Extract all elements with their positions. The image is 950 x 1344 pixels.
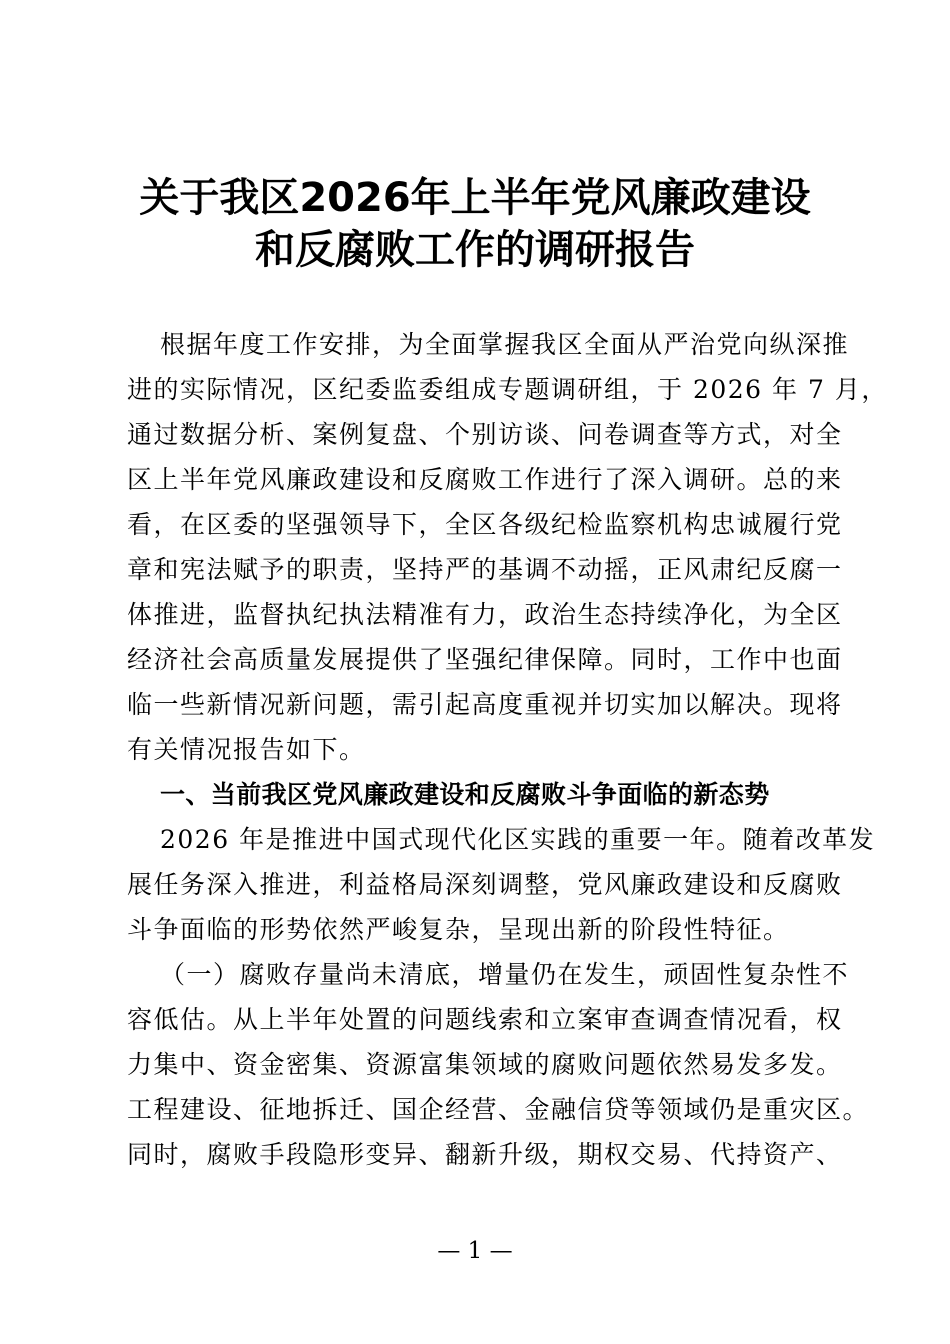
paragraph-line: （一）腐败存量尚未清底，增量仍在发生，顽固性复杂性不 <box>160 960 850 989</box>
paragraph-line: 根据年度工作安排，为全面掌握我区全面从严治党向纵深推 <box>160 330 850 359</box>
paragraph-line: 看，在区委的坚强领导下，全区各级纪检监察机构忠诚履行党 <box>127 510 843 539</box>
paragraph-line: 进的实际情况，区纪委监委组成专题调研组，于 2026 年 7 月， <box>127 375 888 404</box>
section-heading: 一、当前我区党风廉政建设和反腐败斗争面临的新态势 <box>160 780 770 809</box>
paragraph-line: 体推进，监督执纪执法精准有力，政治生态持续净化，为全区 <box>127 600 843 629</box>
paragraph-line: 区上半年党风廉政建设和反腐败工作进行了深入调研。总的来 <box>127 465 843 494</box>
paragraph-line: 章和宪法赋予的职责，坚持严的基调不动摇，正风肃纪反腐一 <box>127 555 843 584</box>
paragraph-line: 通过数据分析、案例复盘、个别访谈、问卷调查等方式，对全 <box>127 420 843 449</box>
paragraph-line: 经济社会高质量发展提供了坚强纪律保障。同时，工作中也面 <box>127 645 843 674</box>
paragraph-line: 斗争面临的形势依然严峻复杂，呈现出新的阶段性特征。 <box>127 915 790 944</box>
paragraph-line: 展任务深入推进，利益格局深刻调整，党风廉政建设和反腐败 <box>127 870 843 899</box>
paragraph-line: 力集中、资金密集、资源富集领域的腐败问题依然易发多发。 <box>127 1050 843 1079</box>
page-number: — 1 — <box>437 1238 513 1264</box>
paragraph-line: 有关情况报告如下。 <box>127 735 366 764</box>
document-body <box>127 322 888 1177</box>
document-title-line-1: 关于我区2026年上半年党风廉政建设 <box>139 175 811 221</box>
paragraph-line: 2026 年是推进中国式现代化区实践的重要一年。随着改革发 <box>160 825 876 854</box>
paragraph-line: 同时，腐败手段隐形变异、翻新升级，期权交易、代持资产、 <box>127 1140 843 1169</box>
paragraph-line: 临一些新情况新问题，需引起高度重视并切实加以解决。现将 <box>127 690 843 719</box>
document-title-line-2: 和反腐败工作的调研报告 <box>255 227 695 273</box>
paragraph-line: 工程建设、征地拆迁、国企经营、金融信贷等领域仍是重灾区。 <box>127 1095 870 1124</box>
paragraph-line: 容低估。从上半年处置的问题线索和立案审查调查情况看，权 <box>127 1005 843 1034</box>
